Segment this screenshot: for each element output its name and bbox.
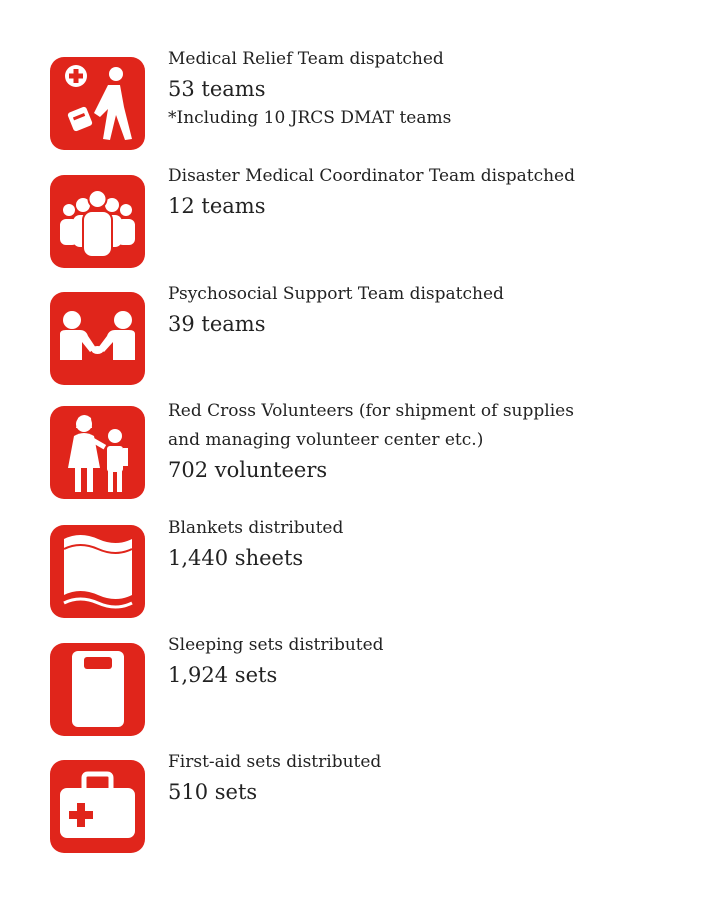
item-label: First-aid sets distributed <box>168 752 382 772</box>
handshake-icon <box>50 292 145 385</box>
medical-relief-icon <box>50 57 145 150</box>
item-value: 39 teams <box>168 312 266 336</box>
item-label: Blankets distributed <box>168 518 344 538</box>
blanket-icon <box>50 525 145 618</box>
item-value: 1,440 sheets <box>168 546 304 570</box>
item-label-line2: and managing volunteer center etc.) <box>168 430 484 450</box>
item-value: 510 sets <box>168 780 258 804</box>
item-value: 12 teams <box>168 194 266 218</box>
item-label: Psychosocial Support Team dispatched <box>168 284 504 304</box>
item-label: Disaster Medical Coordinator Team dispatched <box>168 166 576 186</box>
item-value: 53 teams <box>168 77 266 101</box>
volunteers-icon <box>50 406 145 499</box>
people-group-icon <box>50 175 145 268</box>
item-note: *Including 10 JRCS DMAT teams <box>168 108 452 128</box>
item-value: 702 volunteers <box>168 458 328 482</box>
item-value: 1,924 sets <box>168 663 278 687</box>
sleeping-set-icon <box>50 643 145 736</box>
item-label: Medical Relief Team dispatched <box>168 49 444 69</box>
item-label-line1: Red Cross Volunteers (for shipment of supplies <box>168 401 574 421</box>
first-aid-kit-icon <box>50 760 145 853</box>
item-label: Sleeping sets distributed <box>168 635 384 655</box>
